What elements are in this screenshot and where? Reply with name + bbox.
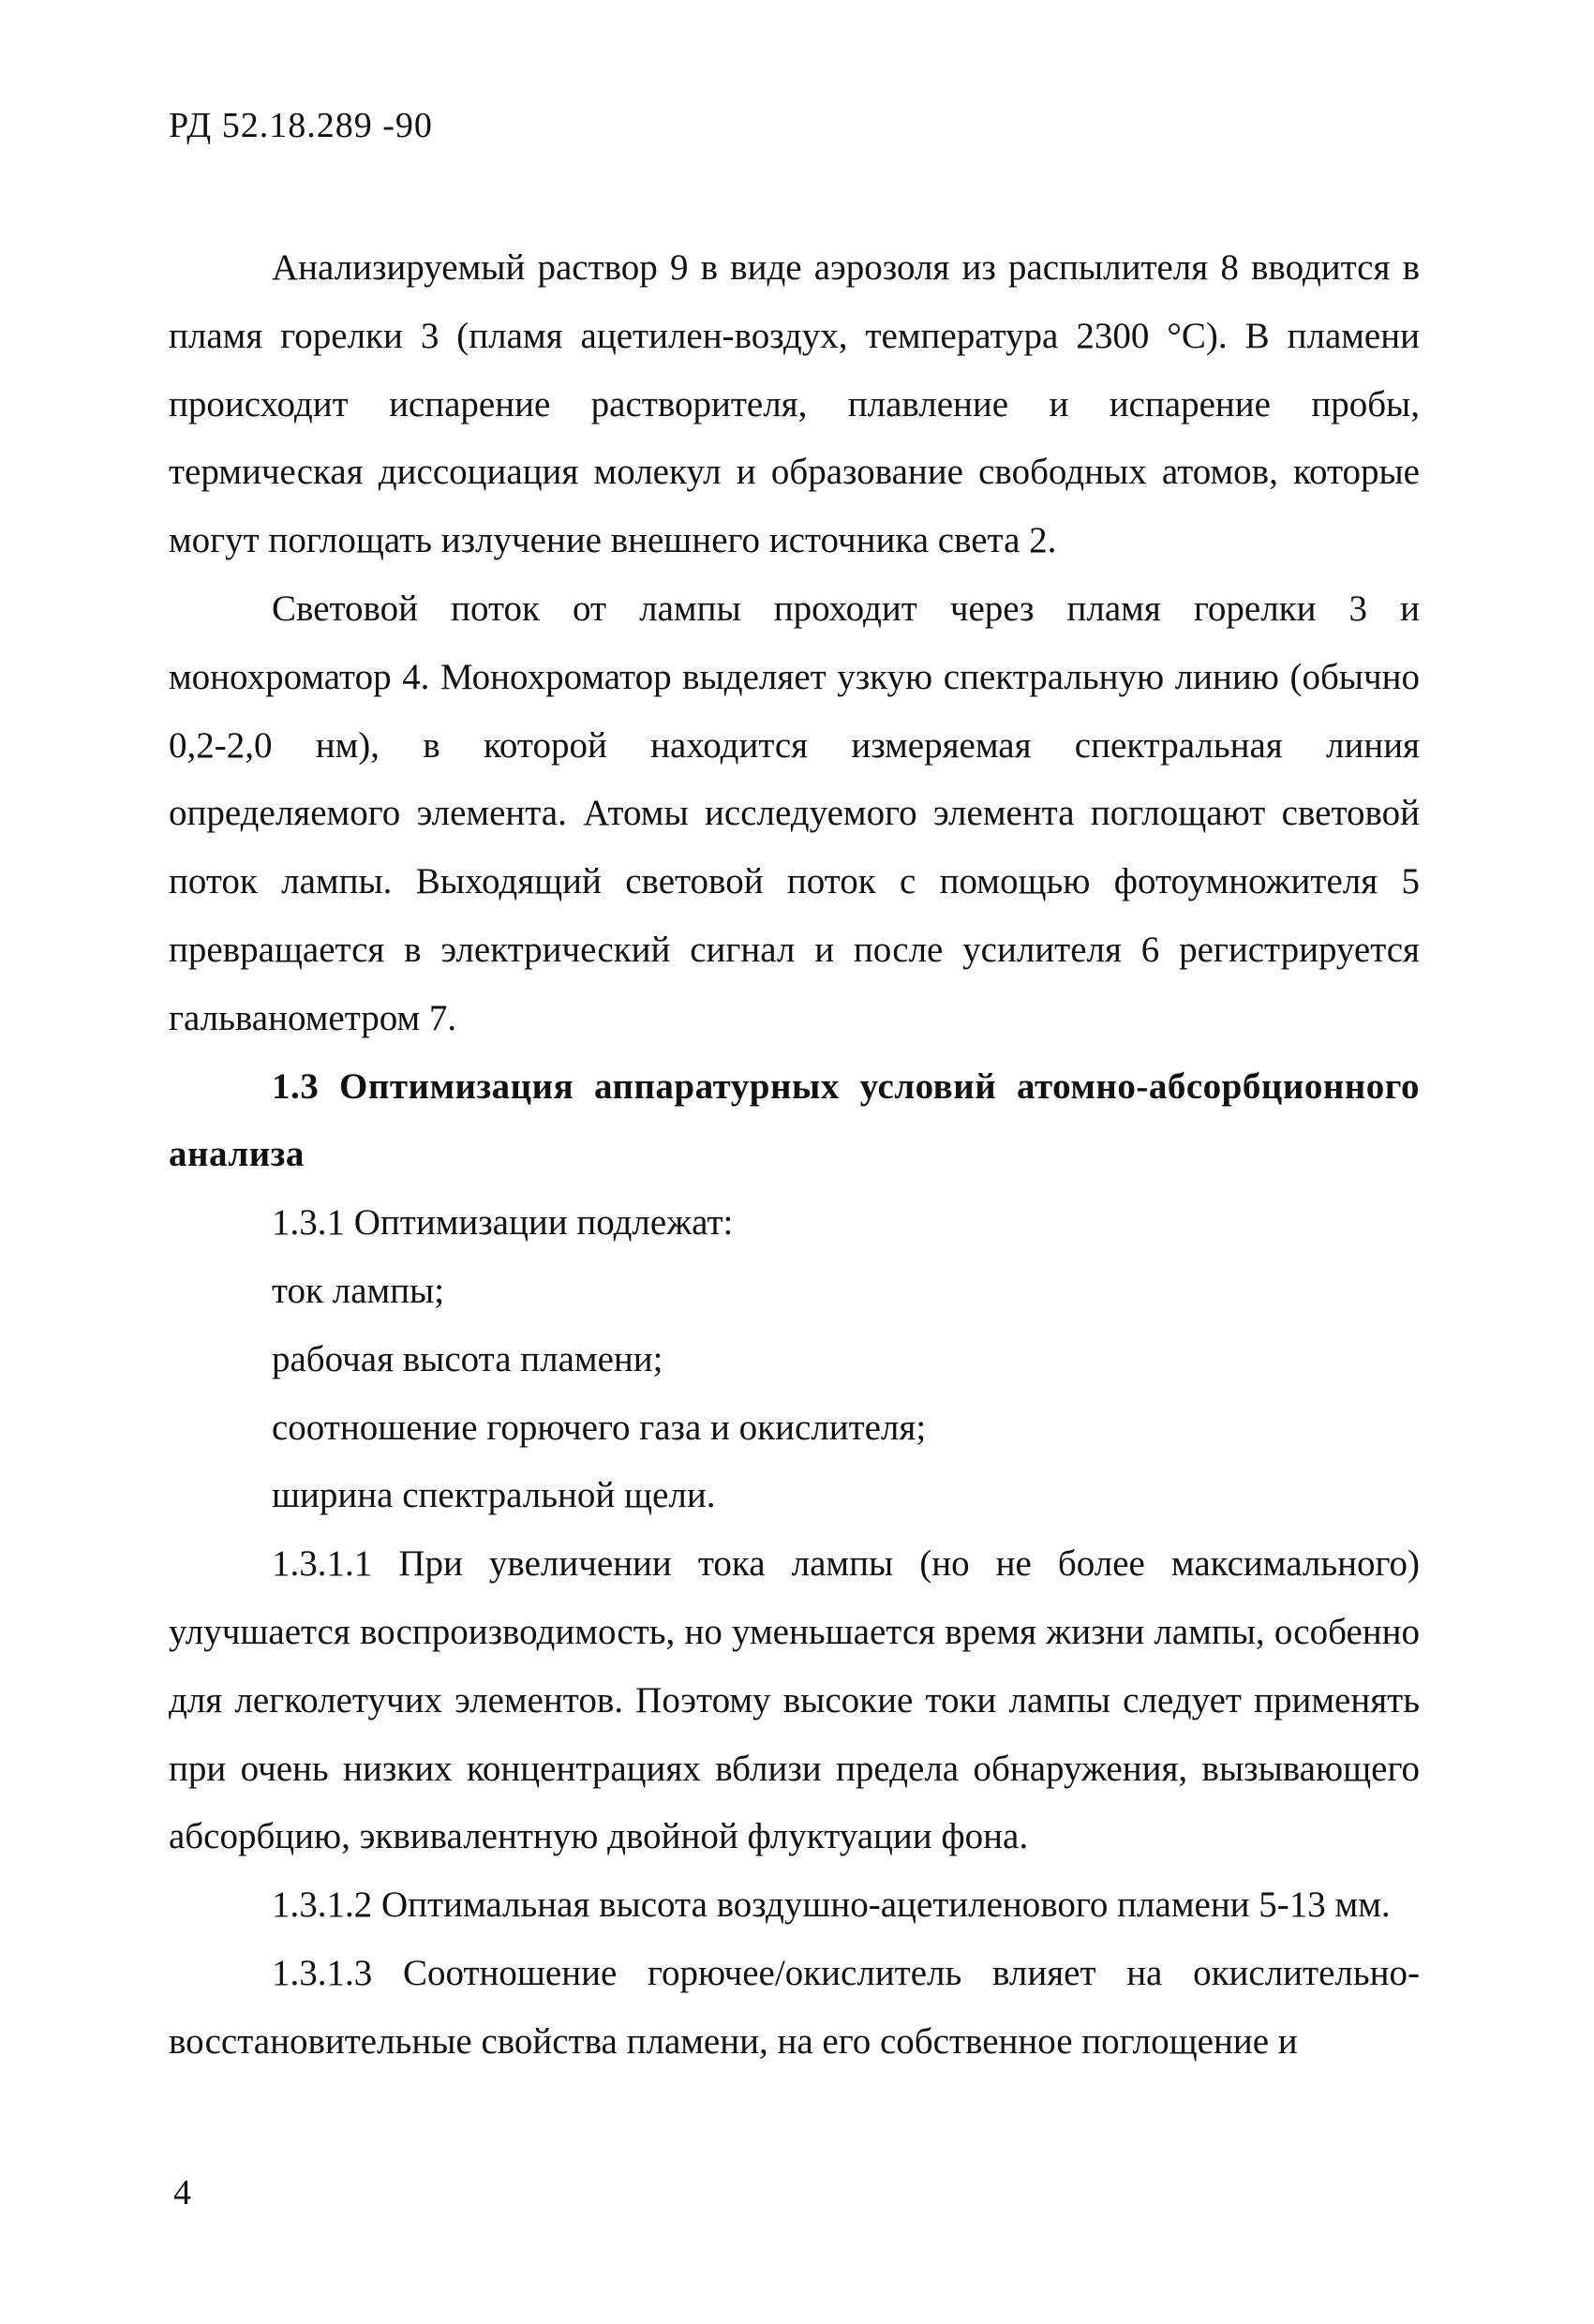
paragraph-light-flux: Световой поток от лампы проходит через пламя горелки 3 и монохроматор 4. Монохроматор выделяет узкую спектральную линию (обычно 0,2-2,0 нм), в которой находится измеряемая спектральная линия определяемого элемента. Атомы исследуемого элемента поглощают световой поток лампы. Выходящий световой поток с помощью фотоумножителя 5 превращается в электрический сигнал и после усилителя 6 регистрируется гальванометром 7. — [169, 588, 1420, 1038]
page-number: 4 — [173, 2173, 191, 2212]
paragraph-1-3-1-2: 1.3.1.2 Оптимальная высота воздушно-ацетиленового пламени 5-13 мм. — [272, 1885, 1391, 1926]
section-heading: 1.3 Оптимизация аппаратурных условий атомно-абсорбционного анализа — [169, 1065, 1420, 1175]
document-body — [169, 234, 1420, 2077]
paragraph-aerosol: Анализируемый раствор 9 в виде аэрозоля из распылителя 8 вводится в пламя горелки 3 (пламя ацетилен-воздух, температура 2300 °С). В пламени происходит испарение растворителя, плавление и испарение пробы, термическая диссоциация молекул и образование свободных атомов, которые могут поглощать излучение внешнего источника света 2. — [169, 247, 1420, 561]
document-header: РД 52.18.289 -90 — [169, 106, 433, 145]
list-item-lamp-current: ток лампы; — [272, 1270, 445, 1311]
paragraph-1-3-1: 1.3.1 Оптимизации подлежат: — [272, 1202, 734, 1244]
list-item-slit-width: ширина спектральной щели. — [272, 1475, 716, 1516]
paragraph-1-3-1-3: 1.3.1.3 Соотношение горючее/окислитель влияет на окислительно-восстановительные свойства пламени, на его собственное поглощение и — [169, 1952, 1420, 2062]
list-item-gas-ratio: соотношение горючего газа и окислителя; — [272, 1407, 927, 1448]
list-item-flame-height: рабочая высота пламени; — [272, 1338, 663, 1379]
paragraph-1-3-1-1: 1.3.1.1 При увеличении тока лампы (но не более максимального) улучшается воспроизводимость, но уменьшается время жизни лампы, особенно для легколетучих элементов. Поэтому высокие токи лампы следует применять при очень низких концентрациях вблизи предела обнаружения, вызывающего абсорбцию, эквивалентную двойной флуктуации фона. — [169, 1543, 1420, 1857]
